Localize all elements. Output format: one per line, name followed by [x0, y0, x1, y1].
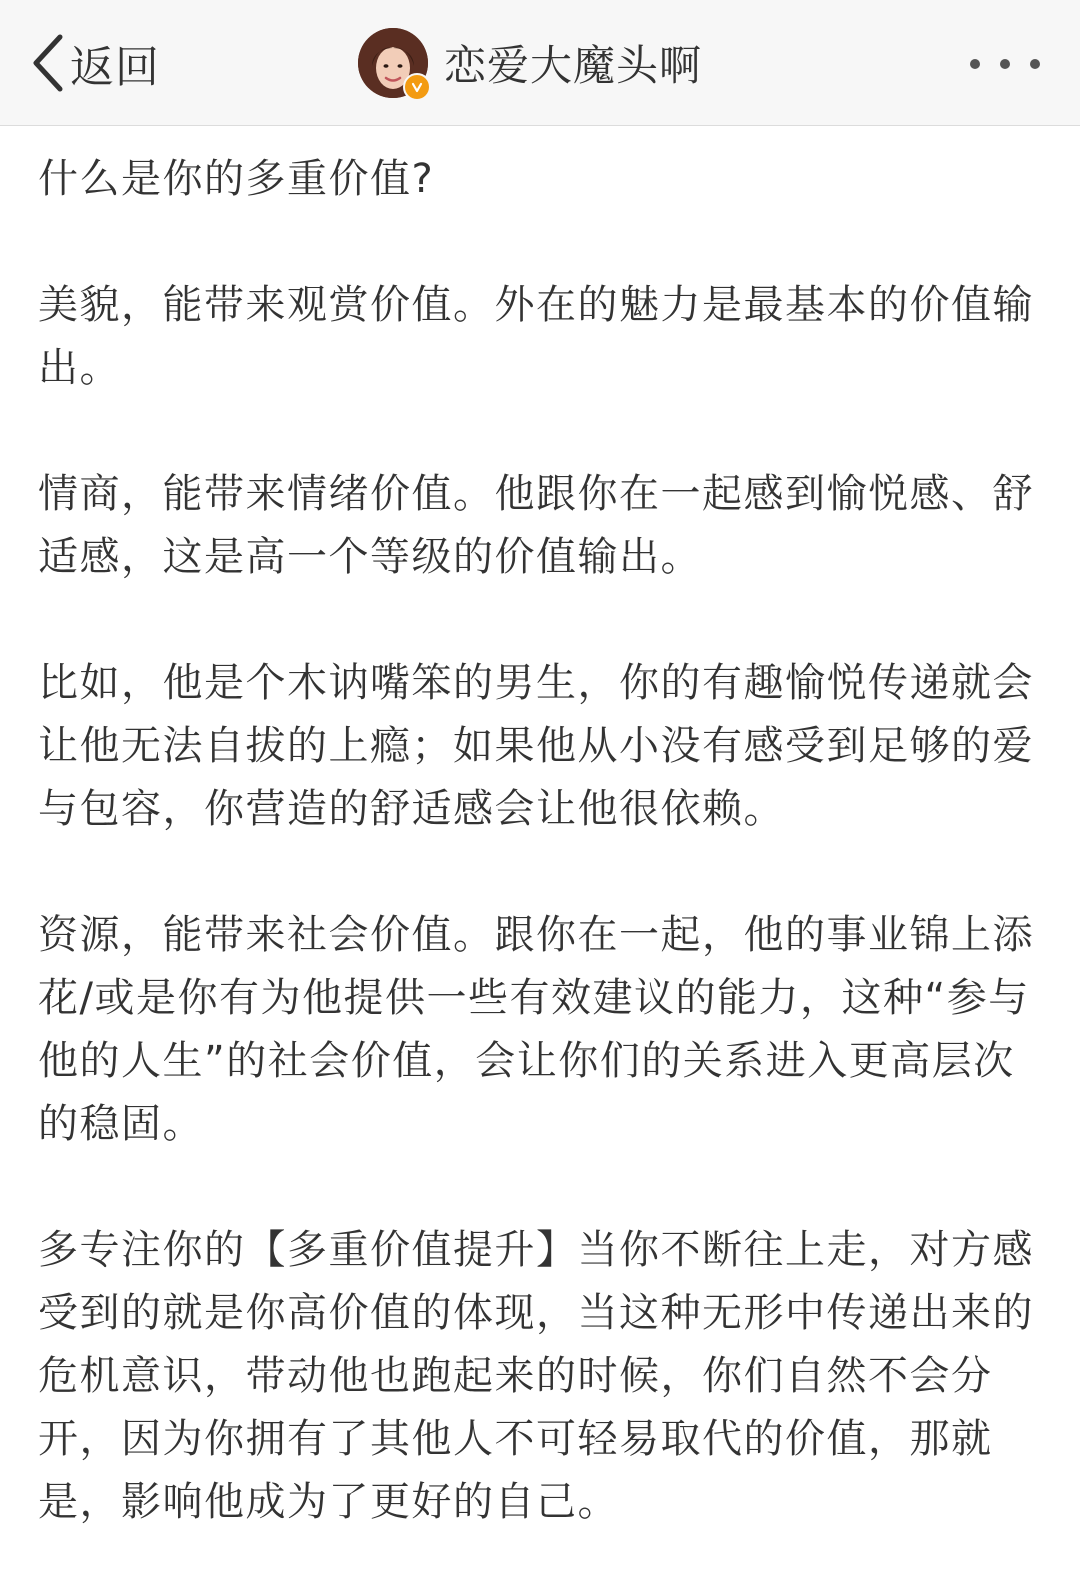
username[interactable]: 恋爱大魔头啊 — [444, 41, 703, 90]
paragraph-resources: 资源，能带来社会价值。跟你在一起，他的事业锦上添花/或是你有为他提供一些有效建议的能力，这种“参与他的人生”的社会价值，会让你们的关系进入更高层次的稳固。 — [38, 912, 1034, 1147]
profile-header[interactable] — [358, 26, 702, 100]
paragraph-example: 比如，他是个木讷嘴笨的男生，你的有趣愉悦传递就会让他无法自拔的上瘾；如果他从小没有感受到足够的爱与包容，你营造的舒适感会让他很依赖。 — [38, 660, 1034, 832]
top-navigation-bar — [0, 0, 1080, 126]
more-options-button[interactable] — [970, 44, 1040, 84]
paragraph-appearance: 美貌，能带来观赏价值。外在的魅力是最基本的价值输出。 — [38, 282, 1034, 391]
more-dots-icon — [970, 59, 980, 69]
article-heading: 什么是你的多重价值? — [38, 156, 435, 202]
verified-badge-icon — [403, 73, 431, 101]
back-label: 返回 — [70, 42, 160, 93]
more-dots-icon — [1000, 59, 1010, 69]
paragraph-conclusion: 多专注你的【多重价值提升】当你不断往上走，对方感受到的就是你高价值的体现，当这种无形中传递出来的危机意识，带动他也跑起来的时候，你们自然不会分开，因为你拥有了其他人不可轻易取代的价值，那就是，影响他成为了更好的自己。 — [38, 1227, 1034, 1525]
avatar[interactable] — [358, 28, 428, 98]
article-body — [38, 148, 1038, 1534]
chevron-left-icon — [30, 33, 64, 93]
paragraph-eq: 情商，能带来情绪价值。他跟你在一起感到愉悦感、舒适感，这是高一个等级的价值输出。 — [38, 471, 1034, 580]
more-dots-icon — [1030, 59, 1040, 69]
back-button[interactable] — [30, 30, 160, 96]
